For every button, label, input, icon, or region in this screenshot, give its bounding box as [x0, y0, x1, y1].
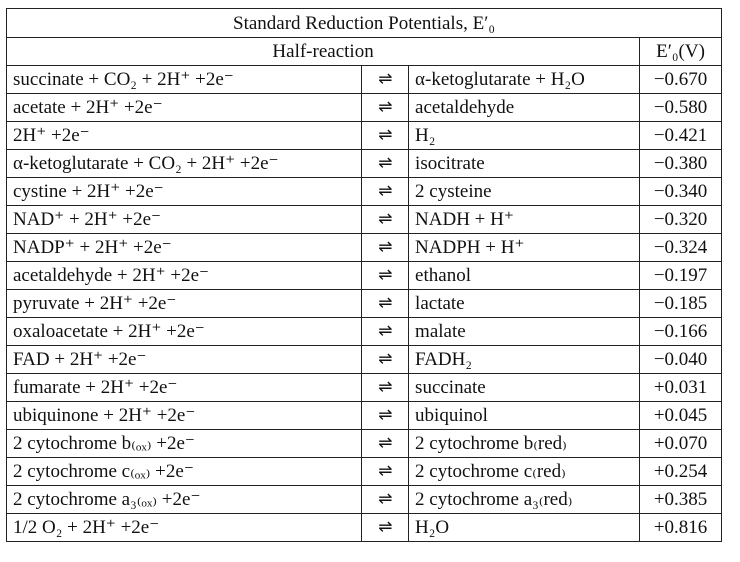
- oxidized-form-cell: acetate + 2H⁺ +2e⁻: [7, 94, 362, 122]
- table-row: [7, 346, 722, 374]
- equilibrium-arrow-icon: ⇌: [362, 290, 409, 318]
- equilibrium-arrow-icon: ⇌: [362, 430, 409, 458]
- oxidized-form-cell: pyruvate + 2H⁺ +2e⁻: [7, 290, 362, 318]
- oxidized-form-cell: NAD⁺ + 2H⁺ +2e⁻: [7, 206, 362, 234]
- reduced-form-cell: lactate: [409, 290, 640, 318]
- table-row: [7, 262, 722, 290]
- reduced-form-cell: acetaldehyde: [409, 94, 640, 122]
- table-row: [7, 458, 722, 486]
- potential-value-cell: −0.040: [640, 346, 722, 374]
- equilibrium-arrow-icon: ⇌: [362, 94, 409, 122]
- equilibrium-arrow-icon: ⇌: [362, 66, 409, 94]
- reduced-form-cell: NADPH + H⁺: [409, 234, 640, 262]
- reduced-form-cell: ethanol: [409, 262, 640, 290]
- table-title: Standard Reduction Potentials, E′₀: [7, 9, 722, 38]
- potential-value-cell: −0.324: [640, 234, 722, 262]
- table-row: [7, 66, 722, 94]
- table-row: [7, 122, 722, 150]
- oxidized-form-cell: FAD + 2H⁺ +2e⁻: [7, 346, 362, 374]
- potential-value-cell: −0.185: [640, 290, 722, 318]
- reduced-form-cell: 2 cytochrome b₍red₎: [409, 430, 640, 458]
- equilibrium-arrow-icon: ⇌: [362, 262, 409, 290]
- potential-value-cell: +0.031: [640, 374, 722, 402]
- oxidized-form-cell: ubiquinone + 2H⁺ +2e⁻: [7, 402, 362, 430]
- equilibrium-arrow-icon: ⇌: [362, 402, 409, 430]
- reduced-form-cell: FADH₂: [409, 346, 640, 374]
- equilibrium-arrow-icon: ⇌: [362, 234, 409, 262]
- table-row: [7, 150, 722, 178]
- potential-value-cell: +0.254: [640, 458, 722, 486]
- potential-value-cell: −0.580: [640, 94, 722, 122]
- reduced-form-cell: 2 cytochrome c₍red₎: [409, 458, 640, 486]
- equilibrium-arrow-icon: ⇌: [362, 374, 409, 402]
- potential-value-cell: +0.816: [640, 514, 722, 542]
- oxidized-form-cell: oxaloacetate + 2H⁺ +2e⁻: [7, 318, 362, 346]
- potential-value-cell: −0.340: [640, 178, 722, 206]
- reduced-form-cell: α-ketoglutarate + H₂O: [409, 66, 640, 94]
- table-row: [7, 318, 722, 346]
- potential-value-cell: −0.380: [640, 150, 722, 178]
- oxidized-form-cell: α-ketoglutarate + CO₂ + 2H⁺ +2e⁻: [7, 150, 362, 178]
- oxidized-form-cell: 2 cytochrome b₍ₒₓ₎ +2e⁻: [7, 430, 362, 458]
- table-row: [7, 178, 722, 206]
- header-row: [7, 38, 722, 66]
- reduced-form-cell: ubiquinol: [409, 402, 640, 430]
- equilibrium-arrow-icon: ⇌: [362, 486, 409, 514]
- reduced-form-cell: NADH + H⁺: [409, 206, 640, 234]
- equilibrium-arrow-icon: ⇌: [362, 318, 409, 346]
- table-row: [7, 430, 722, 458]
- table-row: [7, 486, 722, 514]
- table-row: [7, 374, 722, 402]
- oxidized-form-cell: 2H⁺ +2e⁻: [7, 122, 362, 150]
- reduced-form-cell: isocitrate: [409, 150, 640, 178]
- potential-value-cell: −0.670: [640, 66, 722, 94]
- equilibrium-arrow-icon: ⇌: [362, 514, 409, 542]
- reduced-form-cell: malate: [409, 318, 640, 346]
- potential-value-cell: −0.320: [640, 206, 722, 234]
- table-row: [7, 290, 722, 318]
- potential-value-cell: −0.166: [640, 318, 722, 346]
- table-row: [7, 234, 722, 262]
- oxidized-form-cell: cystine + 2H⁺ +2e⁻: [7, 178, 362, 206]
- table-row: [7, 402, 722, 430]
- potential-value-cell: −0.421: [640, 122, 722, 150]
- oxidized-form-cell: 2 cytochrome c₍ₒₓ₎ +2e⁻: [7, 458, 362, 486]
- reduction-potentials-table: [6, 8, 722, 542]
- equilibrium-arrow-icon: ⇌: [362, 178, 409, 206]
- equilibrium-arrow-icon: ⇌: [362, 458, 409, 486]
- table-row: [7, 514, 722, 542]
- reduced-form-cell: succinate: [409, 374, 640, 402]
- oxidized-form-cell: succinate + CO₂ + 2H⁺ +2e⁻: [7, 66, 362, 94]
- potential-header: E′₀(V): [640, 38, 722, 66]
- reduced-form-cell: H₂O: [409, 514, 640, 542]
- oxidized-form-cell: fumarate + 2H⁺ +2e⁻: [7, 374, 362, 402]
- equilibrium-arrow-icon: ⇌: [362, 122, 409, 150]
- table-body: [7, 9, 722, 542]
- potential-value-cell: +0.385: [640, 486, 722, 514]
- potential-value-cell: +0.045: [640, 402, 722, 430]
- oxidized-form-cell: acetaldehyde + 2H⁺ +2e⁻: [7, 262, 362, 290]
- potential-value-cell: +0.070: [640, 430, 722, 458]
- potential-value-cell: −0.197: [640, 262, 722, 290]
- title-row: [7, 9, 722, 38]
- table-row: [7, 94, 722, 122]
- reduced-form-cell: 2 cysteine: [409, 178, 640, 206]
- equilibrium-arrow-icon: ⇌: [362, 346, 409, 374]
- reduced-form-cell: H₂: [409, 122, 640, 150]
- oxidized-form-cell: 1/2 O₂ + 2H⁺ +2e⁻: [7, 514, 362, 542]
- half-reaction-header: Half-reaction: [7, 38, 640, 66]
- table-row: [7, 206, 722, 234]
- reduced-form-cell: 2 cytochrome a₃₍red₎: [409, 486, 640, 514]
- equilibrium-arrow-icon: ⇌: [362, 150, 409, 178]
- oxidized-form-cell: NADP⁺ + 2H⁺ +2e⁻: [7, 234, 362, 262]
- oxidized-form-cell: 2 cytochrome a₃₍ₒₓ₎ +2e⁻: [7, 486, 362, 514]
- equilibrium-arrow-icon: ⇌: [362, 206, 409, 234]
